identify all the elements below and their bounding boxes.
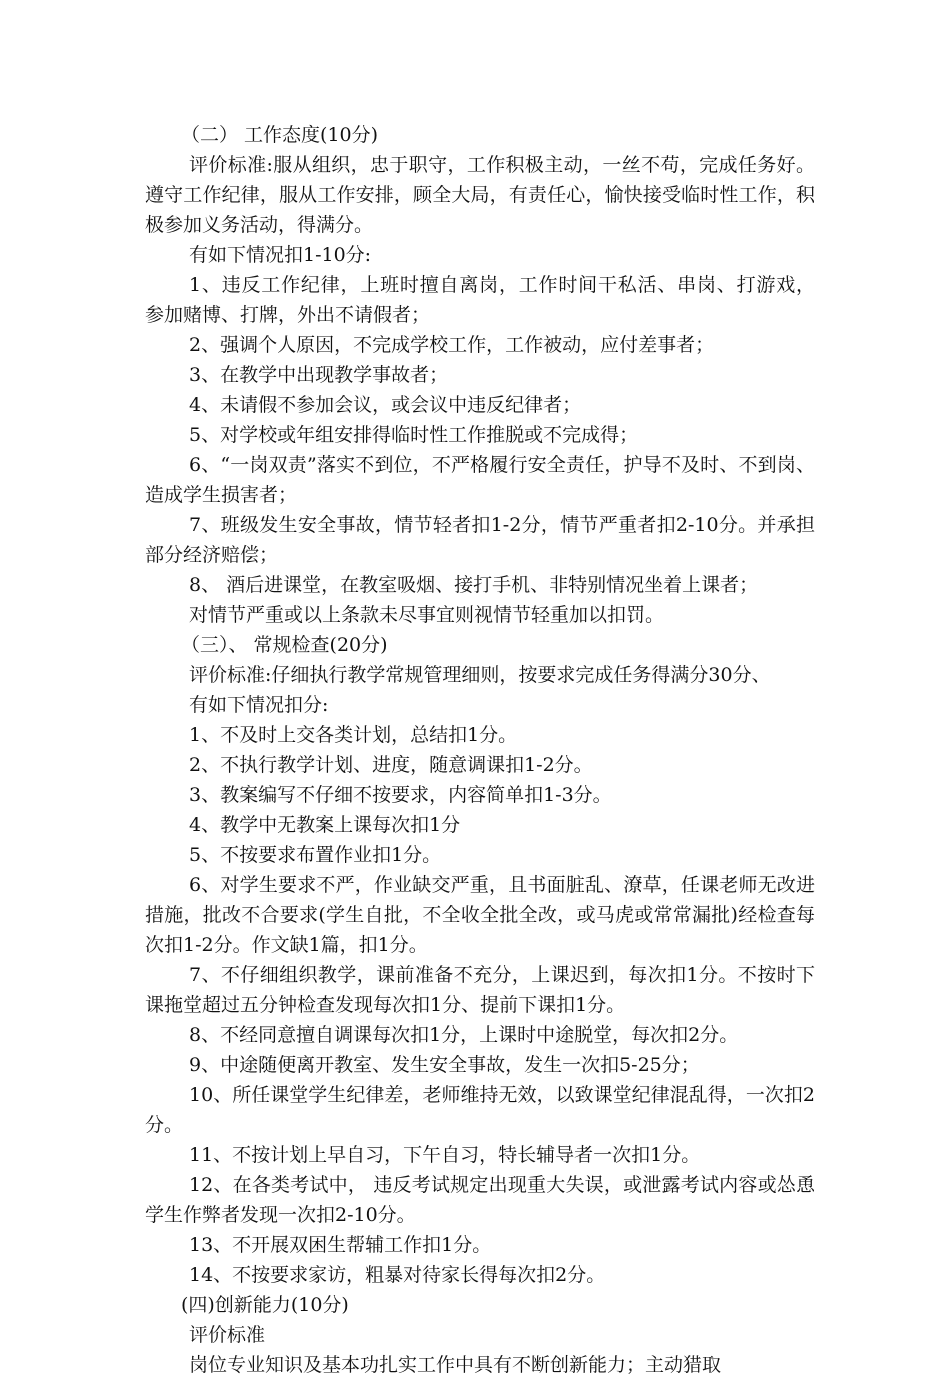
paragraph: 岗位专业知识及基本功扎实工作中具有不断创新能力；主动猎取 <box>189 1354 722 1376</box>
paragraph: 8、不经同意擅自调课每次扣1分，上课时中途脱堂，每次扣2分。 <box>189 1024 739 1046</box>
paragraph: 14、不按要求家访，粗暴对待家长得每次扣2分。 <box>189 1264 606 1286</box>
paragraph: 4、未请假不参加会议，或会议中违反纪律者； <box>189 394 582 416</box>
paragraph: 1、不及时上交各类计划，总结扣1分。 <box>189 724 518 746</box>
paragraph: 2、强调个人原因，不完成学校工作，工作被动，应付差事者； <box>189 334 715 356</box>
paragraph: 评价标准:服从组织，忠于职守，工作积极主动，一丝不苟，完成任务好。遵守工作纪律，服从工作安排，顾全大局，有责任心，愉快接受临时性工作，积极参加义务活动，得满分。 <box>145 154 815 236</box>
paragraph: 6、对学生要求不严，作业缺交严重，且书面脏乱、潦草，任课老师无改进措施，批改不合要求(学生自批，不全收全批全改，或马虎或常常漏批)经检查每次扣1-2分。作文缺1篇，扣1分。 <box>145 874 815 956</box>
paragraph: 13、不开展双困生帮辅工作扣1分。 <box>189 1234 492 1256</box>
paragraph: 2、不执行教学计划、进度，随意调课扣1-2分。 <box>189 754 593 776</box>
paragraph: （三）、 常规检查(20分) <box>181 634 388 656</box>
paragraph: （二） 工作态度(10分) <box>181 124 379 146</box>
paragraph: 4、教学中无教案上课每次扣1分 <box>189 814 461 836</box>
paragraph: 对情节严重或以上条款未尽事宜则视情节轻重加以扣罚。 <box>189 604 665 626</box>
paragraph: 评价标准 <box>189 1324 266 1346</box>
paragraph: 8、 酒后进课堂，在教室吸烟、接打手机、非特别情况坐着上课者； <box>189 574 759 596</box>
paragraph: 9、中途随便离开教室、发生安全事故，发生一次扣5-25分； <box>189 1054 700 1076</box>
paragraph: 7、不仔细组织教学，课前准备不充分，上课迟到，每次扣1分。不按时下课拖堂超过五分钟检查发现每次扣1分、提前下课扣1分。 <box>145 964 815 1016</box>
paragraph: 5、不按要求布置作业扣1分。 <box>189 844 442 866</box>
paragraph: 有如下情况扣1-10分: <box>189 244 372 266</box>
paragraph: 12、在各类考试中， 违反考试规定出现重大失误，或泄露考试内容或怂恿学生作弊者发现一次扣2-10分。 <box>145 1174 815 1226</box>
paragraph: 5、对学校或年组安排得临时性工作推脱或不完成得； <box>189 424 639 446</box>
paragraph: 3、在教学中出现教学事故者； <box>189 364 449 386</box>
paragraph: (四)创新能力(10分) <box>181 1294 349 1316</box>
paragraph: 1、违反工作纪律，上班时擅自离岗，工作时间干私活、串岗、打游戏， 参加赌博、打牌，外出不请假者； <box>145 274 815 326</box>
document-body <box>145 120 815 1380</box>
paragraph: 评价标准:仔细执行教学常规管理细则，按要求完成任务得满分30分、 <box>189 664 771 686</box>
paragraph: 3、教案编写不仔细不按要求，内容简单扣1-3分。 <box>189 784 612 806</box>
paragraph: 有如下情况扣分: <box>189 694 329 716</box>
paragraph: 6、“一岗双责”落实不到位，不严格履行安全责任，护导不及时、不到岗、造成学生损害者； <box>145 454 815 506</box>
paragraph: 11、不按计划上早自习，下午自习，特长辅导者一次扣1分。 <box>189 1144 701 1166</box>
paragraph: 10、所任课堂学生纪律差，老师维持无效，以致课堂纪律混乱得，一次扣2分。 <box>145 1084 815 1136</box>
paragraph: 7、班级发生安全事故，情节轻者扣1-2分，情节严重者扣2-10分。并承担部分经济赔偿； <box>145 514 815 566</box>
